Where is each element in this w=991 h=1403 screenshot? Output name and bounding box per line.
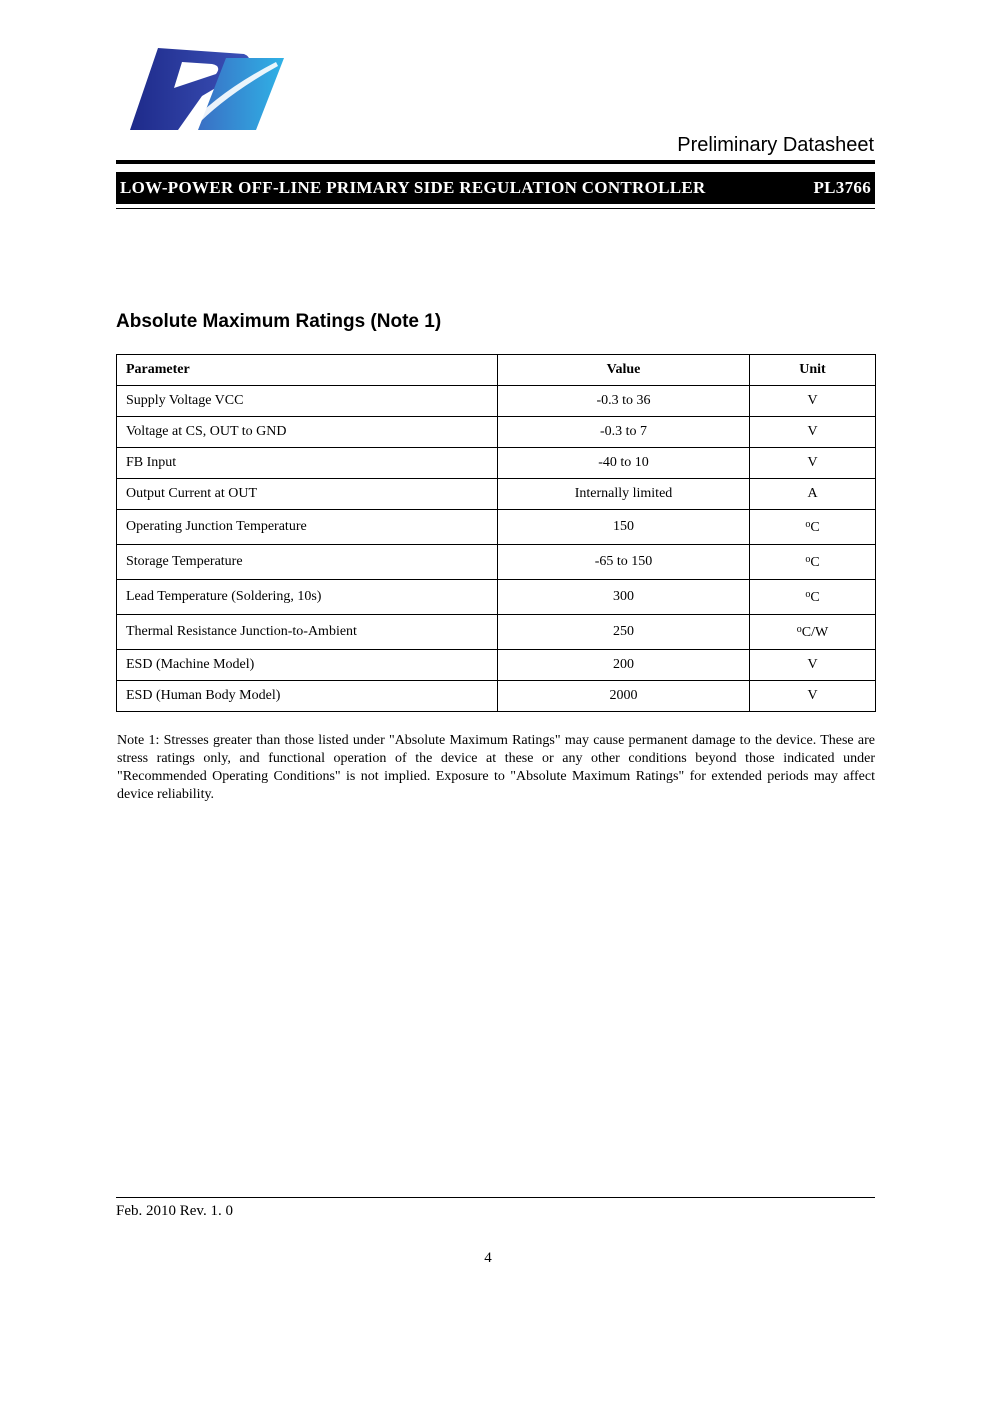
cell-unit: V [750,448,876,479]
cell-value: -0.3 to 7 [498,417,750,448]
table-row [117,417,876,448]
cell-unit: V [750,386,876,417]
table-row [117,681,876,712]
footer-rule [116,1197,875,1198]
cell-parameter: Output Current at OUT [117,479,498,510]
title-banner [116,172,875,204]
table-row [117,479,876,510]
table-row [117,580,876,615]
table-row [117,545,876,580]
cell-parameter: Voltage at CS, OUT to GND [117,417,498,448]
header-rule-thick [116,160,875,164]
cell-value: Internally limited [498,479,750,510]
header-unit: Unit [750,355,876,386]
cell-unit: V [750,681,876,712]
unit-text: C [810,519,820,535]
cell-parameter: Supply Voltage VCC [117,386,498,417]
cell-parameter: Thermal Resistance Junction-to-Ambient [117,615,498,650]
revision-label: Feb. 2010 Rev. 1. 0 [116,1203,233,1219]
cell-parameter: ESD (Human Body Model) [117,681,498,712]
banner-title: LOW-POWER OFF-LINE PRIMARY SIDE REGULATION CONTROLLER [120,178,706,197]
degree-sign: o [805,518,811,530]
cell-value: -0.3 to 36 [498,386,750,417]
table-row [117,615,876,650]
cell-unit [750,615,876,650]
cell-value: 200 [498,650,750,681]
section-title: Absolute Maximum Ratings (Note 1) [116,311,442,332]
cell-value: -65 to 150 [498,545,750,580]
note-paragraph: Note 1: Stresses greater than those listed under "Absolute Maximum Ratings" may cause permanent damage to the device. These are stress ratings only, and functional operation of the device at these or any other conditions beyond those indicated under "Recommended Operating Conditions" is not implied. Exposure to "Absolute Maximum Ratings" for extended periods may affect device reliability. [117,733,875,802]
cell-value: 250 [498,615,750,650]
unit-text: C/W [801,624,829,640]
table-row [117,650,876,681]
table-row [117,386,876,417]
header-parameter: Parameter [117,355,498,386]
part-number: PL3766 [813,178,871,197]
degree-sign: o [805,588,811,600]
cell-value: 300 [498,580,750,615]
ratings-table [116,354,876,712]
company-logo [126,44,286,134]
table-row [117,510,876,545]
cell-unit: A [750,479,876,510]
cell-parameter: ESD (Machine Model) [117,650,498,681]
cell-value: 150 [498,510,750,545]
degree-sign: o [796,623,802,635]
cell-parameter: FB Input [117,448,498,479]
table-row [117,448,876,479]
page-number: 4 [484,1250,492,1266]
header-value: Value [498,355,750,386]
doc-type-label: Preliminary Datasheet [677,134,874,156]
degree-sign: o [805,553,811,565]
cell-parameter: Operating Junction Temperature [117,510,498,545]
cell-parameter: Lead Temperature (Soldering, 10s) [117,580,498,615]
cell-unit: V [750,417,876,448]
cell-unit [750,510,876,545]
cell-value: 2000 [498,681,750,712]
cell-unit [750,545,876,580]
header-rule-thin [116,208,875,209]
cell-unit: V [750,650,876,681]
unit-text: C [810,554,820,570]
cell-parameter: Storage Temperature [117,545,498,580]
cell-value: -40 to 10 [498,448,750,479]
cell-unit [750,580,876,615]
unit-text: C [810,589,820,605]
table-header-row [117,355,876,386]
